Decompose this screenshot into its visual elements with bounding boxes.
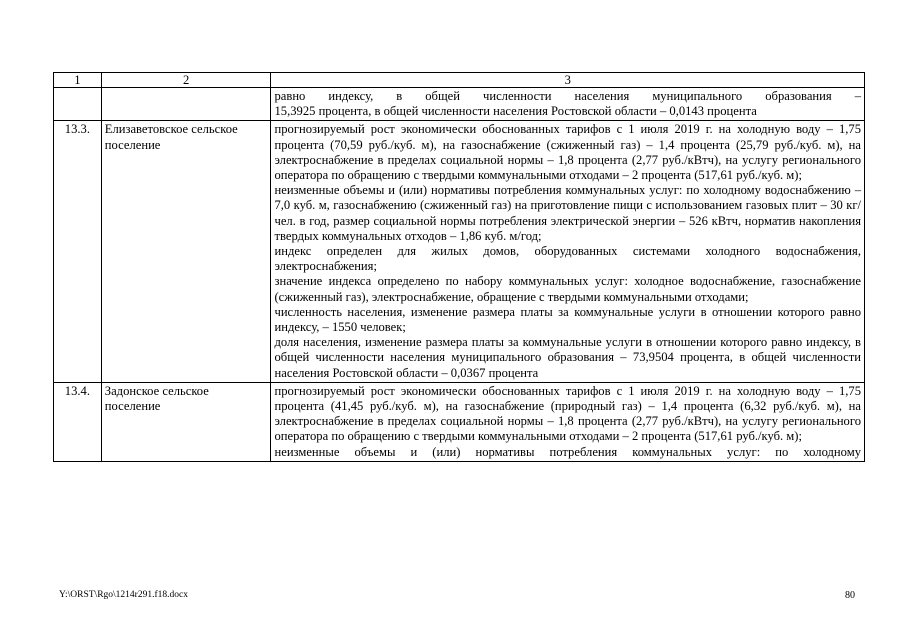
settlement-name: Задонское сельское поселение — [101, 382, 271, 461]
page-number: 80 — [845, 590, 855, 601]
footer-file-path: Y:\ORST\Rgo\1214r291.f18.docx — [59, 590, 188, 600]
cell-empty — [101, 88, 271, 121]
row-number: 13.4. — [54, 382, 102, 461]
header-col-1: 1 — [54, 73, 102, 88]
settlement-name: Елизаветовское сельское поселение — [101, 121, 271, 382]
paragraph: неизменные объемы и (или) нормативы потребления коммунальных услуг: по холодному — [274, 444, 861, 459]
cell-empty — [54, 88, 102, 121]
paragraph: значение индекса определено по набору коммунальных услуг: холодное водоснабжение, газоснабжение (сжиженный газ), электроснабжение, обращение с твердыми коммунальными отходами; — [274, 274, 861, 304]
document-table — [53, 72, 865, 462]
paragraph: равно индексу, в общей численности населения муниципального образования – — [274, 89, 861, 103]
row-description — [271, 121, 865, 382]
table-row — [54, 382, 865, 461]
header-col-3: 3 — [271, 73, 865, 88]
cell-continued-text — [271, 88, 865, 121]
header-col-2: 2 — [101, 73, 271, 88]
paragraph: 15,3925 процента, в общей численности населения Ростовской области – 0,0143 процента — [274, 104, 757, 119]
row-number: 13.3. — [54, 121, 102, 382]
paragraph: численность населения, изменение размера платы за коммунальные услуги в отношении которого равно индексу, – 1550 человек; — [274, 304, 861, 335]
table-header-row — [54, 73, 865, 88]
paragraph: неизменные объемы и (или) нормативы потребления коммунальных услуг: по холодному водоснабжению – 7,0 куб. м, газоснабжению (сжиженный газ) на приготовление пищи с использованием газовых плит – 30 кг/чел. в год, размер социальной нормы потребления электрической энергии – 526 кВтч, норматив накопления твердых коммунальных отходов – 1,86 куб. м/год; — [274, 183, 861, 243]
paragraph: прогнозируемый рост экономически обоснованных тарифов с 1 июля 2019 г. на холодную воду – 1,75 процента (41,45 руб./куб. м), на газоснабжение (природный газ) – 1,4 процента (6,32 руб./куб. м), на электроснабжение в пределах социальной нормы – 1,8 процента (2,77 руб./кВтч), на услугу регионального оператора по обращению с твердыми коммунальными отходами – 2 процента (517,61 руб./куб. м); — [274, 383, 861, 444]
paragraph: индекс определен для жилых домов, оборудованных системами холодного водоснабжения, электроснабжения; — [274, 244, 861, 274]
table-row — [54, 121, 865, 382]
table-row-continued — [54, 88, 865, 121]
paragraph: прогнозируемый рост экономически обоснованных тарифов с 1 июля 2019 г. на холодную воду – 1,75 процента (70,59 руб./куб. м), на газоснабжение (сжиженный газ) – 1,4 процента (25,79 руб./куб. м), на электроснабжение в пределах социальной нормы – 1,8 процента (2,77 руб./кВтч), на услугу регионального оператора по обращению с твердыми коммунальными отходами – 2 процента (517,61 руб./куб. м); — [274, 122, 861, 183]
row-description — [271, 382, 865, 461]
paragraph: доля населения, изменение размера платы за коммунальные услуги в отношении которого равно индексу, в общей численности населения муниципального образования – 73,9504 процента, в общей численности населения Ростовской области – 0,0367 процента — [274, 335, 861, 380]
